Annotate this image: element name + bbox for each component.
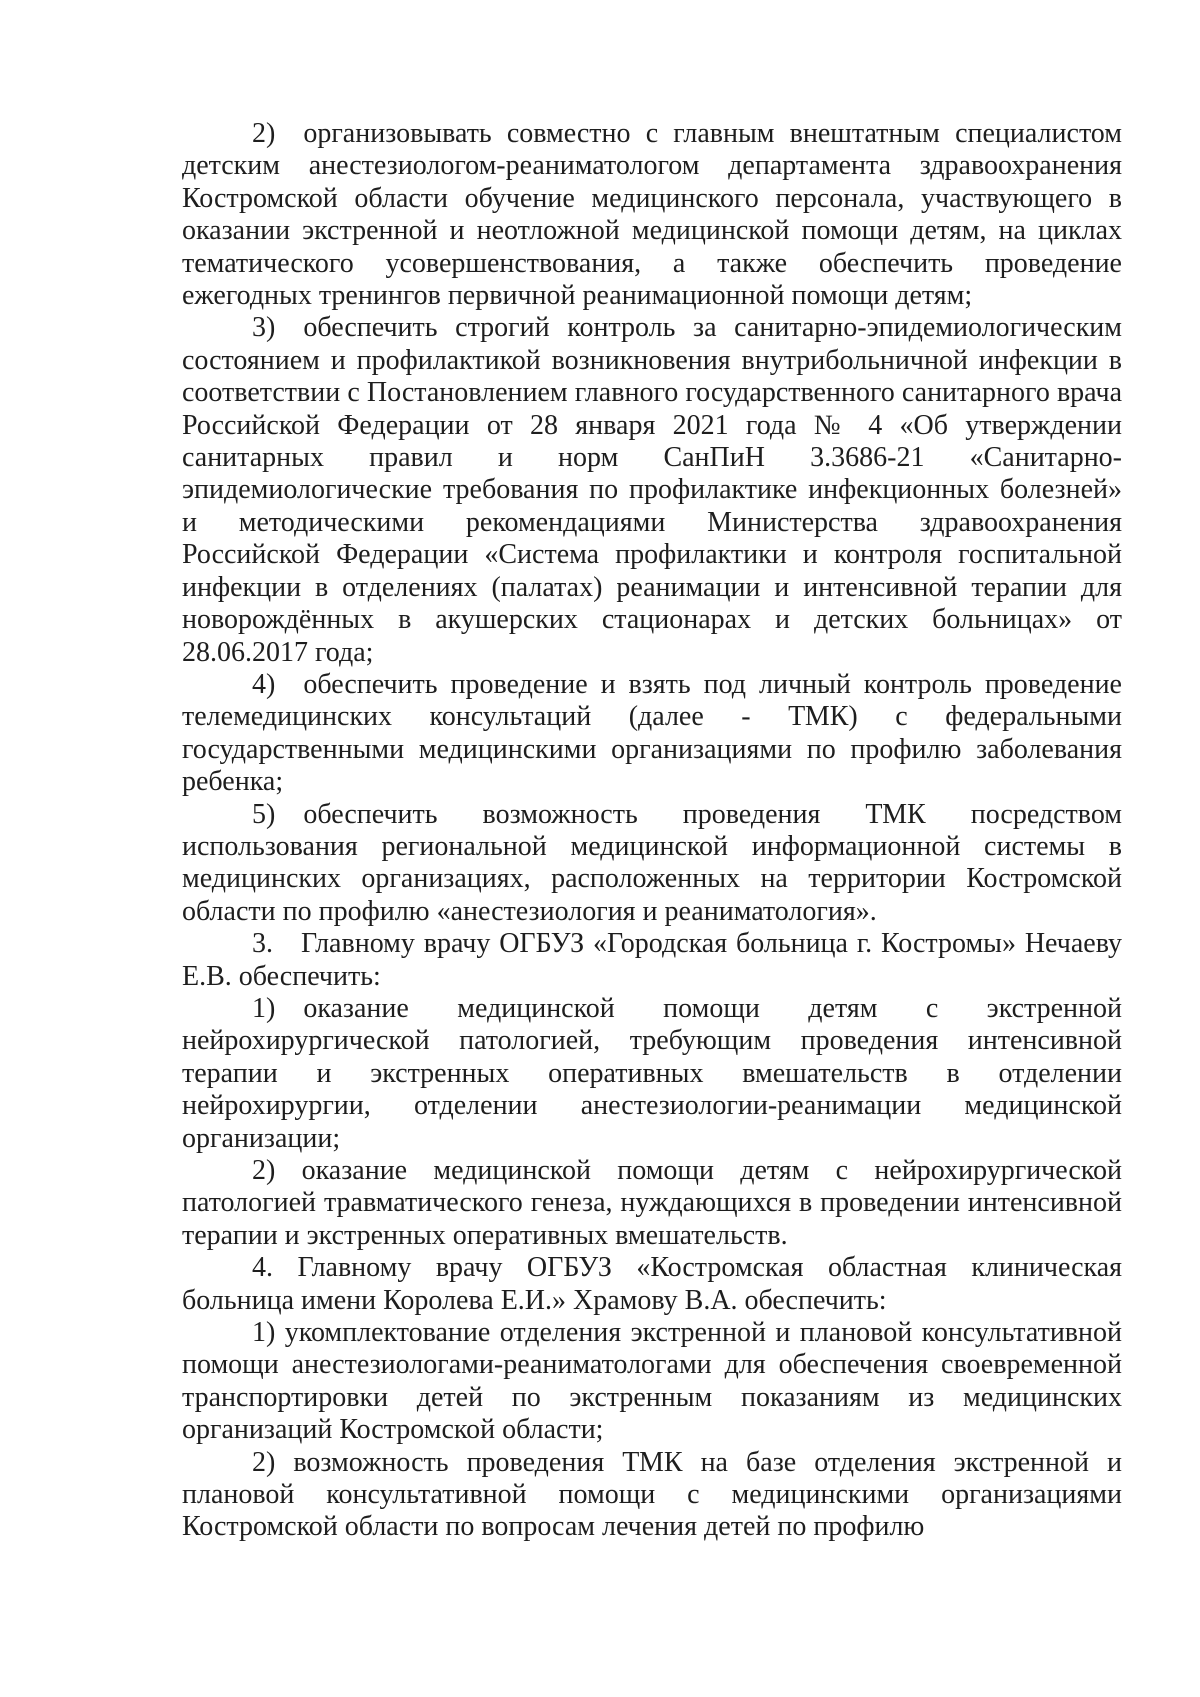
- paragraph-item-3-1: 1) оказание медицинской помощи детям с экстренной нейрохирургической патологией, требующим проведения интенсивной терапии и экстренных оперативных вмешательств в отделении нейрохирургии, отделении анестезиологии-реанимации медицинской организации;: [182, 992, 1122, 1154]
- paragraph-item-2-3: 3) обеспечить строгий контроль за санитарно-эпидемиологическим состоянием и профилактикой возникновения внутрибольничной инфекции в соответствии с Постановлением главного государственного санитарного врача Российской Федерации от 28 января 2021 года № 4 «Об утверждении санитарных правил и норм СанПиН 3.3686-21 «Санитарно-эпидемиологические требования по профилактике инфекционных болезней» и методическими рекомендациями Министерства здравоохранения Российской Федерации «Система профилактики и контроля госпитальной инфекции в отделениях (палатах) реанимации и интенсивной терапии для новорождённых в акушерских стационарах и детских больницах» от 28.06.2017 года;: [182, 312, 1122, 668]
- paragraph-item-2-2: 2) организовывать совместно с главным внештатным специалистом детским анестезиологом-реаниматологом департамента здравоохранения Костромской области обучение медицинского персонала, участвующего в оказании экстренной и неотложной медицинской помощи детям, на циклах тематического усовершенствования, а также обеспечить проведение ежегодных тренингов первичной реанимационной помощи детям;: [182, 118, 1122, 312]
- paragraph-item-4-1: 1) укомплектование отделения экстренной и плановой консультативной помощи анестезиологами-реаниматологами для обеспечения своевременной транспортировки детей по экстренным показаниям из медицинских организаций Костромской области;: [182, 1317, 1122, 1446]
- paragraph-section-4: 4. Главному врачу ОГБУЗ «Костромская областная клиническая больница имени Королева Е.И.» Храмову В.А. обеспечить:: [182, 1252, 1122, 1316]
- paragraph-section-3: 3. Главному врачу ОГБУЗ «Городская больница г. Костромы» Нечаеву Е.В. обеспечить:: [182, 928, 1122, 992]
- paragraph-item-2-5: 5) обеспечить возможность проведения ТМК посредством использования региональной медицинской информационной системы в медицинских организациях, расположенных на территории Костромской области по профилю «анестезиология и реаниматология».: [182, 798, 1122, 927]
- paragraph-item-2-4: 4) обеспечить проведение и взять под личный контроль проведение телемедицинских консультаций (далее - ТМК) с федеральными государственными медицинскими организациями по профилю заболевания ребенка;: [182, 668, 1122, 798]
- paragraph-item-4-2: 2) возможность проведения ТМК на базе отделения экстренной и плановой консультативной помощи с медицинскими организациями Костромской области по вопросам лечения детей по профилю: [182, 1446, 1122, 1543]
- document-body: [182, 118, 1122, 1544]
- paragraph-item-3-2: 2) оказание медицинской помощи детям с нейрохирургической патологией травматического генеза, нуждающихся в проведении интенсивной терапии и экстренных оперативных вмешательств.: [182, 1155, 1122, 1251]
